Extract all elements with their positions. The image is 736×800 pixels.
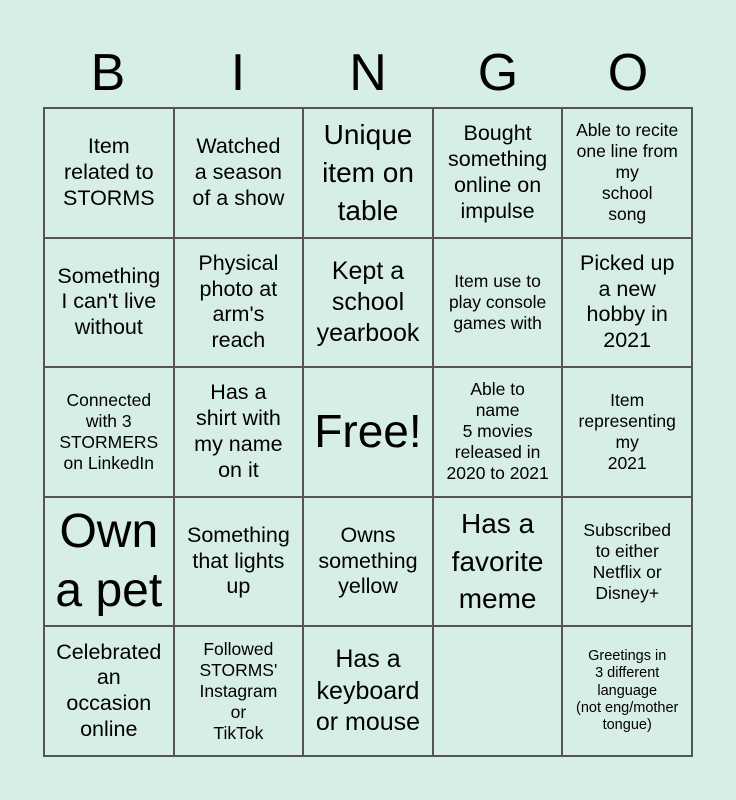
bingo-cell[interactable]: Bought something online on impulse	[433, 108, 563, 238]
bingo-cell[interactable]: Item representing my 2021	[562, 367, 692, 497]
bingo-cell[interactable]: Unique item on table	[303, 108, 433, 238]
bingo-cell[interactable]: Able to name 5 movies released in 2020 to 2021	[433, 367, 563, 497]
bingo-cell[interactable]: Item related to STORMS	[44, 108, 174, 238]
header-letter-g: G	[477, 44, 519, 102]
header-letter-n: N	[349, 44, 387, 102]
bingo-cell[interactable]: Subscribed to either Netflix or Disney+	[562, 497, 692, 627]
header-letter-b: B	[90, 44, 126, 102]
bingo-cell[interactable]: Has a shirt with my name on it	[174, 367, 304, 497]
bingo-cell[interactable]: Connected with 3 STORMERS on LinkedIn	[44, 367, 174, 497]
header-letter-o: O	[607, 44, 649, 102]
bingo-cell[interactable]: Physical photo at arm's reach	[174, 238, 304, 368]
bingo-cell[interactable]: Something I can't live without	[44, 238, 174, 368]
header-letter-i: I	[230, 44, 246, 102]
bingo-cell[interactable]: Owns something yellow	[303, 497, 433, 627]
bingo-cell[interactable]: Greetings in 3 different language (not eng/mother tongue)	[562, 626, 692, 756]
bingo-cell[interactable]: Something that lights up	[174, 497, 304, 627]
bingo-cell[interactable]: Picked up a new hobby in 2021	[562, 238, 692, 368]
bingo-cell[interactable]: Able to recite one line from my school song	[562, 108, 692, 238]
bingo-header	[43, 44, 693, 102]
bingo-cell[interactable]: Own a pet	[44, 497, 174, 627]
bingo-cell[interactable]: Kept a school yearbook	[303, 238, 433, 368]
bingo-cell[interactable]: Watched a season of a show	[174, 108, 304, 238]
empty-bingo-cell[interactable]	[433, 626, 563, 756]
bingo-cell[interactable]: Item use to play console games with	[433, 238, 563, 368]
bingo-board	[43, 107, 693, 757]
bingo-cell[interactable]: Celebrated an occasion online	[44, 626, 174, 756]
bingo-cell[interactable]: Followed STORMS' Instagram or TikTok	[174, 626, 304, 756]
bingo-cell[interactable]: Has a keyboard or mouse	[303, 626, 433, 756]
free-space-cell[interactable]: Free!	[303, 367, 433, 497]
bingo-cell[interactable]: Has a favorite meme	[433, 497, 563, 627]
